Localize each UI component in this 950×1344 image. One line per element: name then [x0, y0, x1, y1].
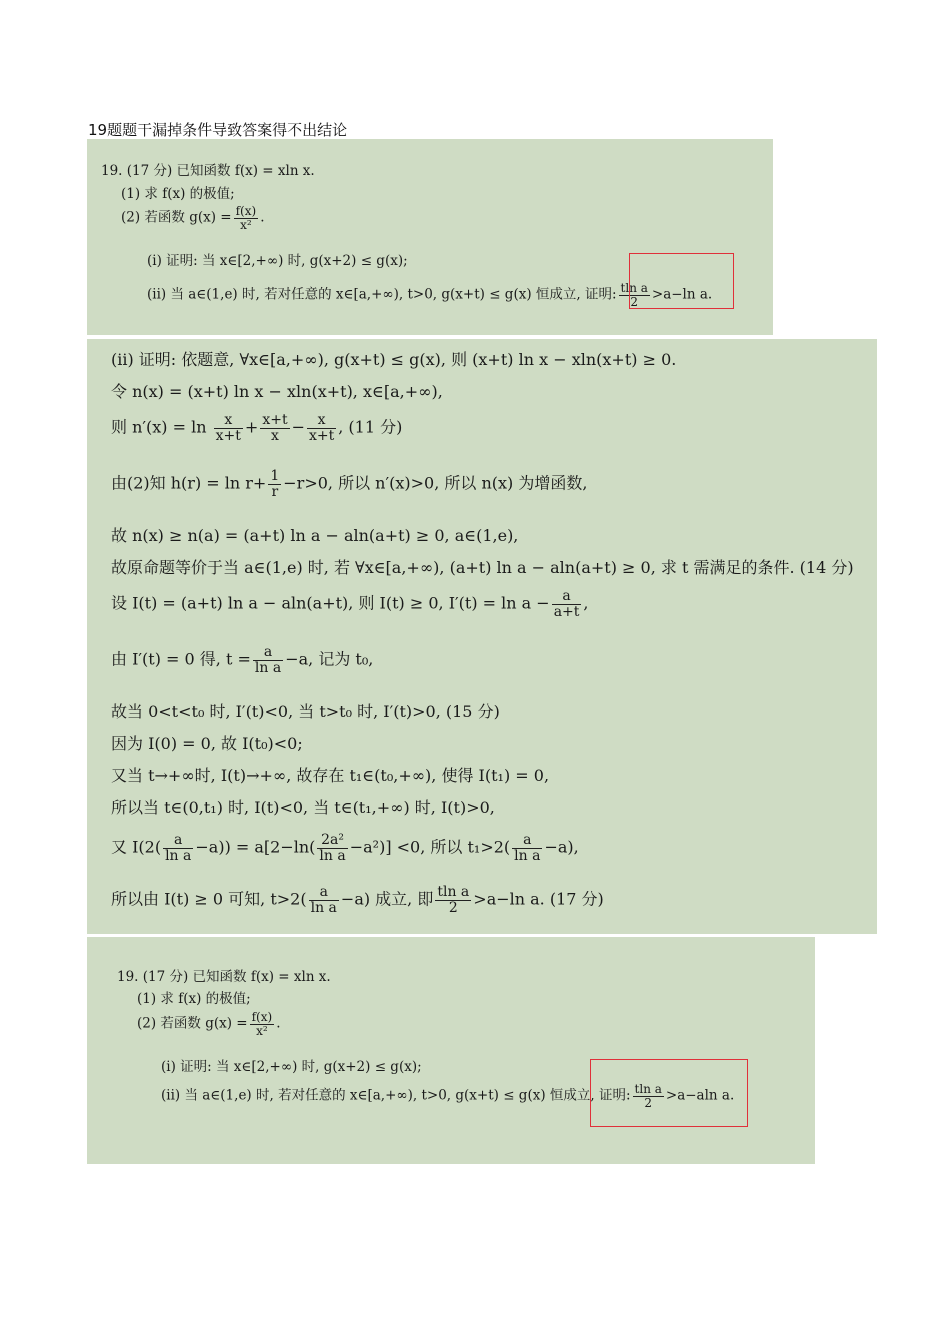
solution-line-1: (ii) 证明: 依题意, ∀x∈[a,+∞), g(x+t) ≤ g(x), 则 (x+t) ln x − xln(x+t) ≥ 0.	[111, 350, 677, 369]
solution-line-8: 由 I′(t) = 0 得, t = $\frac{a}{\text{ln a}}$ −a, 记为 t₀,	[111, 644, 374, 676]
problem-header: 19. (17 分) 已知函数 f(x) = xln x.	[101, 163, 315, 179]
solution-line-14: 所以由 I(t) ≥ 0 可知, t>2( $\frac{a}{\text{ln a}}$ −a) 成立, 即 $\frac{\text{tln a}}{2}$ >a−ln a. (17 分)	[111, 884, 604, 916]
solution-line-7: 设 I(t) = (a+t) ln a − aln(a+t), 则 I(t) ≥ 0, I′(t) = ln a − $\frac{a}{a+t}$ ,	[111, 588, 589, 620]
page-heading: 19题题干漏掉条件导致答案得不出结论	[88, 121, 348, 139]
solution-line-5: 故 n(x) ≥ n(a) = (a+t) ln a − aln(a+t) ≥ 0, a∈(1,e),	[111, 526, 519, 545]
solution-line-10: 因为 I(0) = 0, 故 I(t₀)<0;	[111, 734, 303, 753]
solution-line-13: 又 I(2( $\frac{a}{\text{ln a}}$ −a)) = a[2−ln( $\frac{\text{2a²}}{\text{ln a}}$ −a²)] <0, 所以 t₁>2( $\frac{a}{\text{ln a}}$ −a),	[111, 832, 579, 864]
highlight-box-bottom	[590, 1059, 748, 1127]
problem-part2: (2) 若函数 g(x) = $\frac{f(x)}{\text{x²}}$ .	[137, 1010, 281, 1038]
solution-line-11: 又当 t→+∞时, I(t)→+∞, 故存在 t₁∈(t₀,+∞), 使得 I(t₁) = 0,	[111, 766, 550, 785]
solution-line-3: 则 n′(x) = ln $\frac{x}{x+t}$ + $\frac{x+t}{x}$ − $\frac{x}{x+t}$ , (11 分)	[111, 412, 403, 444]
problem-part2: (2) 若函数 g(x) = $\frac{f(x)}{\text{x²}}$ .	[121, 204, 265, 232]
highlight-box-top	[629, 253, 734, 309]
problem-part1: (1) 求 f(x) 的极值;	[121, 186, 235, 202]
problem-sub-i: (i) 证明: 当 x∈[2,+∞) 时, g(x+2) ≤ g(x);	[161, 1059, 422, 1075]
solution-line-6: 故原命题等价于当 a∈(1,e) 时, 若 ∀x∈[a,+∞), (a+t) ln a − aln(a+t) ≥ 0, 求 t 需满足的条件. (14 分)	[111, 558, 854, 577]
solution-panel	[87, 339, 877, 934]
problem-sub-ii: (ii) 当 a∈(1,e) 时, 若对任意的 x∈[a,+∞), t>0, g(x+t) ≤ g(x) 恒成立, 证明: $\frac{\text{tln a}}{2}$ >a−ln a.	[147, 281, 713, 309]
problem-sub-ii: (ii) 当 a∈(1,e) 时, 若对任意的 x∈[a,+∞), t>0, g(x+t) ≤ g(x) 恒成立, 证明: $\frac{\text{tln a}}{2}$ >a−aln a.	[161, 1082, 735, 1110]
solution-line-12: 所以当 t∈(0,t₁) 时, I(t)<0, 当 t∈(t₁,+∞) 时, I(t)>0,	[111, 798, 495, 817]
solution-line-2: 令 n(x) = (x+t) ln x − xln(x+t), x∈[a,+∞),	[111, 382, 443, 401]
problem-header: 19. (17 分) 已知函数 f(x) = xln x.	[117, 969, 331, 985]
problem-sub-i: (i) 证明: 当 x∈[2,+∞) 时, g(x+2) ≤ g(x);	[147, 253, 408, 269]
problem-top-panel	[87, 139, 773, 335]
problem-part1: (1) 求 f(x) 的极值;	[137, 991, 251, 1007]
solution-line-4: 由(2)知 h(r) = ln r+ $\frac{1}{r}$ −r>0, 所以 n′(x)>0, 所以 n(x) 为增函数,	[111, 468, 588, 500]
solution-line-9: 故当 0<t<t₀ 时, I′(t)<0, 当 t>t₀ 时, I′(t)>0, (15 分)	[111, 702, 500, 721]
problem-bottom-panel	[87, 937, 815, 1164]
